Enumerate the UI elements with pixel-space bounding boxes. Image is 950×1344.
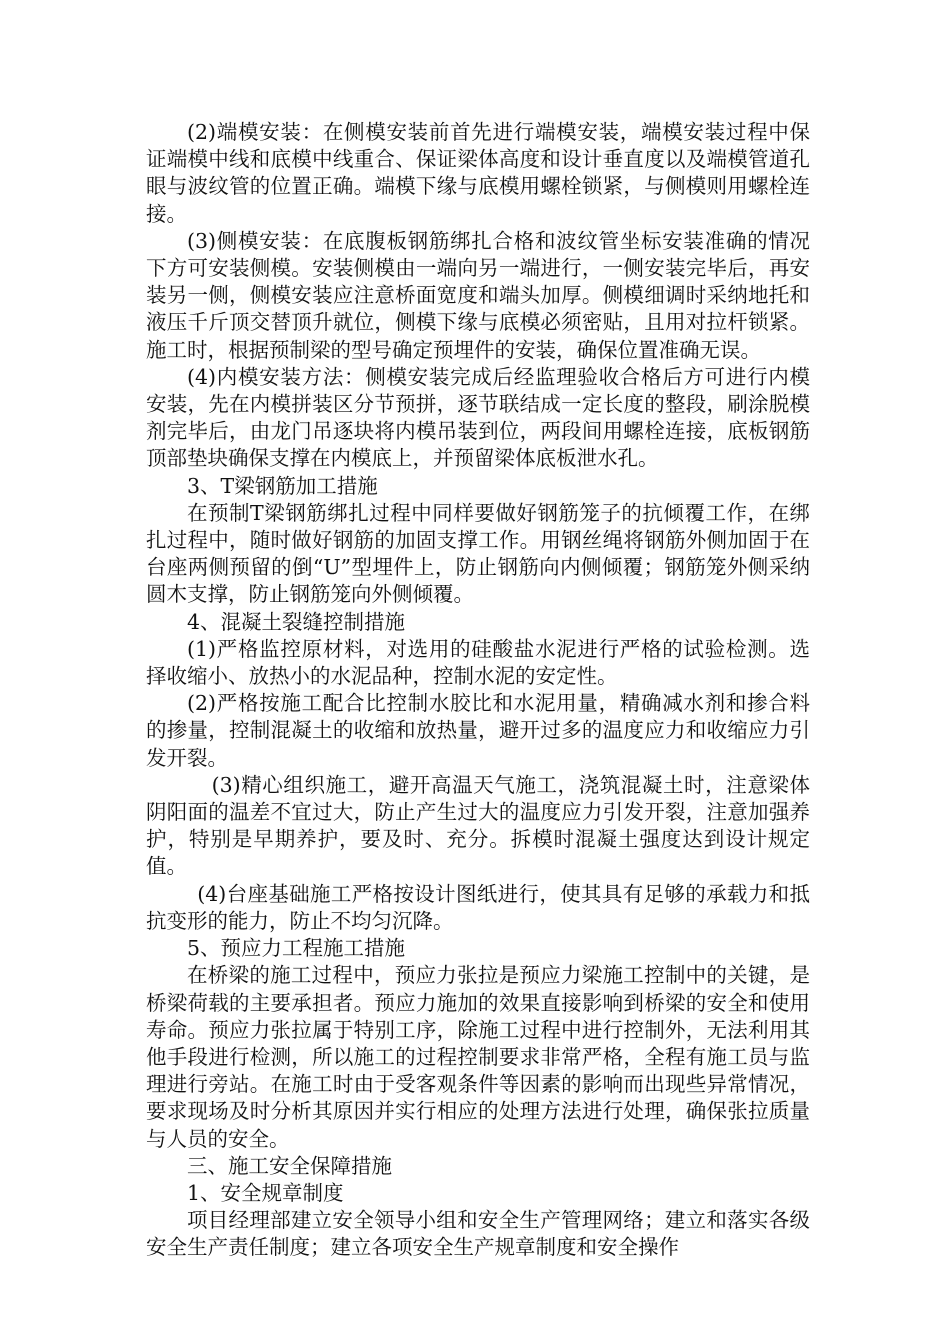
heading-prestress: 5、预应力工程施工措施 [187,936,406,961]
paragraph-crack-control-3: (3)精心组织施工，避开高温天气施工，浇筑混凝土时，注意梁体阴阳面的温差不宜过大，防止产生过大的温度应力引发开裂，注意加强养护，特别是早期养护，要及时、充分。拆模时混凝土强度达到设计规定值。 [146,772,810,879]
paragraph-crack-control-2: (2)严格按施工配合比控制水胶比和水泥用量，精确减水剂和掺合料的掺量，控制混凝土的收缩和放热量，避开过多的温度应力和收缩应力引发开裂。 [146,691,810,770]
paragraph-prestress: 在桥梁的施工过程中，预应力张拉是预应力梁施工控制中的关键，是桥梁荷载的主要承担者。预应力施加的效果直接影响到桥梁的安全和使用寿命。预应力张拉属于特别工序，除施工过程中进行控制外，无法利用其他手段进行检测，所以施工的过程控制要求非常严格，全程有施工员与监理进行旁站。在施工时由于受客观条件等因素的影响而出现些异常情况，要求现场及时分析其原因并实行相应的处理方法进行处理，确保张拉质量与人员的安全。 [146,963,810,1151]
paragraph-safety-rules: 项目经理部建立安全领导小组和安全生产管理网络；建立和落实各级安全生产责任制度；建立各项安全生产规章制度和安全操作 [146,1208,810,1260]
paragraph-crack-control-1: (1)严格监控原材料，对选用的硅酸盐水泥进行严格的试验检测。选择收缩小、放热小的水泥品种，控制水泥的安定性。 [146,636,810,689]
document-body [146,119,810,1262]
heading-safety-measures: 三、施工安全保障措施 [187,1153,392,1178]
heading-t-beam-rebar: 3、T梁钢筋加工措施 [187,473,378,498]
paragraph-side-formwork: (3)侧模安装：在底腹板钢筋绑扎合格和波纹管坐标安装准确的情况下方可安装侧模。安装侧模由一端向另一端进行，一侧安装完毕后，再安装另一侧，侧模安装应注意桥面宽度和端头加厚。侧模细调时采纳地托和液压千斤顶交替顶升就位，侧模下缘与底模必须密贴，且用对拉杆锁紧。施工时，根据预制梁的型号确定预埋件的安装，确保位置准确无误。 [146,228,810,362]
paragraph-t-beam-rebar: 在预制T梁钢筋绑扎过程中同样要做好钢筋笼子的抗倾覆工作，在绑扎过程中，随时做好钢筋的加固支撑工作。用钢丝绳将钢筋外侧加固于在台座两侧预留的倒“U”型埋件上，防止钢筋向内侧倾覆；钢筋笼外侧采纳圆木支撑，防止钢筋笼向外侧倾覆。 [146,500,810,607]
paragraph-crack-control-4: (4)台座基础施工严格按设计图纸进行，使其具有足够的承载力和抵抗变形的能力，防止不均匀沉降。 [146,881,810,933]
heading-safety-rules: 1、安全规章制度 [187,1180,344,1205]
heading-crack-control: 4、混凝土裂缝控制措施 [187,609,406,634]
paragraph-inner-formwork: (4)内模安装方法：侧模安装完成后经监理验收合格后方可进行内模安装，先在内模拼装区分节预拼，逐节联结成一定长度的整段，刷涂脱模剂完毕后，由龙门吊逐块将内模吊装到位，两段间用螺栓连接，底板钢筋顶部垫块确保支撑在内模底上，并预留梁体底板泄水孔。 [146,364,810,471]
paragraph-end-formwork: (2)端模安装：在侧模安装前首先进行端模安装，端模安装过程中保证端模中线和底模中线重合、保证梁体高度和设计垂直度以及端模管道孔眼与波纹管的位置正确。端模下缘与底模用螺栓锁紧，与侧模则用螺栓连接。 [146,120,810,226]
